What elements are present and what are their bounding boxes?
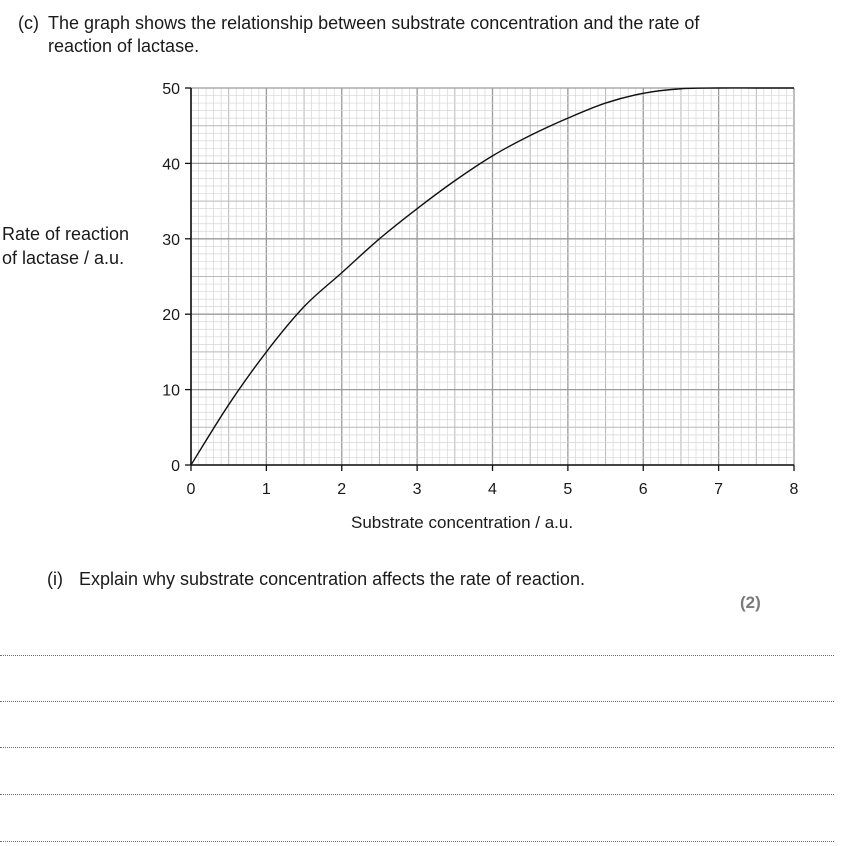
question-label: (c) [18, 13, 39, 33]
x-axis-title: Substrate concentration / a.u. [351, 513, 574, 532]
answer-line-5[interactable] [0, 841, 834, 842]
x-tick-label: 2 [337, 481, 347, 498]
subquestion-label: (i) [47, 569, 63, 589]
y-tick-label: 50 [162, 81, 180, 98]
answer-line-2[interactable] [0, 701, 834, 702]
answer-line-4[interactable] [0, 794, 834, 795]
grid [191, 88, 794, 465]
answer-line-1[interactable] [0, 655, 834, 656]
axes [185, 88, 794, 471]
tick-labels [162, 81, 798, 498]
y-tick-label: 40 [162, 156, 180, 174]
y-tick-label: 10 [162, 382, 180, 400]
subquestion-text: Explain why substrate concentration affects the rate of reaction. [79, 569, 585, 589]
y-axis-title-line-2: of lactase / a.u. [2, 248, 125, 268]
x-tick-label: 3 [412, 481, 422, 498]
x-tick-label: 8 [789, 481, 799, 498]
marks-badge: (2) [740, 593, 761, 612]
y-axis-title-line-1: Rate of reaction [2, 224, 130, 244]
y-tick-label: 20 [162, 307, 180, 325]
y-tick-label: 30 [162, 231, 180, 249]
x-tick-label: 1 [261, 481, 271, 498]
x-tick-label: 5 [563, 481, 573, 498]
x-tick-label: 0 [186, 481, 196, 498]
x-tick-label: 4 [488, 481, 497, 498]
question-text: The graph shows the relationship between substrate concentration and the rate of reaction of lactase. [48, 13, 700, 56]
x-tick-label: 7 [714, 481, 724, 498]
answer-line-3[interactable] [0, 747, 834, 748]
x-tick-label: 6 [638, 481, 648, 498]
y-tick-label: 0 [171, 458, 180, 475]
